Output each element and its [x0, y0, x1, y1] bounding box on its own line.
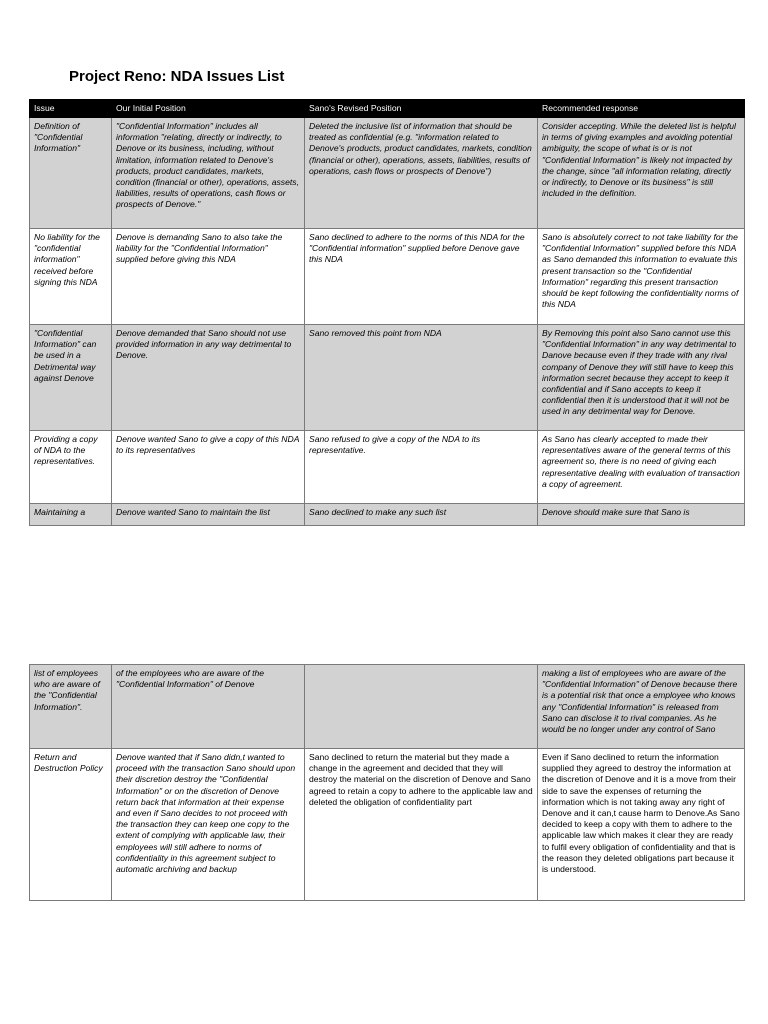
- header-revised-position: Sano's Revised Position: [305, 100, 538, 118]
- response-cell: making a list of employees who are aware of the "Confidential Information" of Denove because there is a potential risk that once a employee who knows any "Confidential Information" is released from Sano can disclose it to rival companies. As he would be no longer under any control of Sano: [538, 665, 745, 749]
- table-row: [30, 229, 745, 325]
- revised-position-cell: Sano refused to give a copy of the NDA to its representative.: [305, 431, 538, 504]
- issue-cell: No liability for the "confidential information" received before signing this NDA: [30, 229, 112, 325]
- nda-issues-table-continued: [29, 664, 745, 901]
- issue-cell: Return and Destruction Policy: [30, 749, 112, 901]
- initial-position-cell: Denove demanded that Sano should not use provided information in any way detrimental to Denove.: [112, 325, 305, 431]
- initial-position-cell: Denove wanted that if Sano didn,t wanted to proceed with the transaction Sano should upon their discretion destroy the "Confidential Information" or on the discretion of Denove return back that information at their expense and even if Sano decides to not proceed with the transaction they can keep one copy to the extent of complying with applicable law, their employees will still adhere to norms of confidentiality in this agreement subject to automatic archiving and backup: [112, 749, 305, 901]
- response-cell: Even if Sano declined to return the information supplied they agreed to destroy the information at the discretion of Denove and it is a move from their side to save the expenses of returning the information which is not taking away any right of Denove and it can,t cause harm to Denove.As Sano decided to keep a copy with them to adhere to the applicable law which makes it clear they are ready to fulfil every obligation of confidentiality and that is the reason they deleted obligations part because it is understood.: [538, 749, 745, 901]
- response-cell: As Sano has clearly accepted to made their representatives aware of the general terms of this agreement so, there is no need of giving each representative dealing with evaluation of transaction a copy of agreement.: [538, 431, 745, 504]
- response-cell: By Removing this point also Sano cannot use this "Confidential Information" in any way detrimental to Danove because even if they trade with any rival company of Denove they will still have to keep this information secret because they accept to keep it confidential and if Sano accepts to keep it confidential then it is understood that it will not be used in any detrimental way for Denove.: [538, 325, 745, 431]
- nda-issues-table: [29, 99, 745, 526]
- header-issue: Issue: [30, 100, 112, 118]
- response-cell: Consider accepting. While the deleted list is helpful in terms of giving examples and avoiding potential ambiguity, the scope of what is or is not "Confidential Information" is likely not impacted by the change, since "all information relating, directly or indirectly, to Denove or its business" is still included in the definition.: [538, 118, 745, 229]
- table-row: [30, 325, 745, 431]
- response-cell: Sano is absolutely correct to not take liability for the "Confidential Information" supplied before this NDA as Sano demanded this information to evaluate this present transaction so the "Confidential Information" regarding this present transaction should be kept following the confidentiality norms of this NDA: [538, 229, 745, 325]
- table-row: [30, 504, 745, 526]
- issue-cell: list of employees who are aware of the "Confidential Information".: [30, 665, 112, 749]
- initial-position-cell: Denove is demanding Sano to also take the liability for the "Confidential Information" supplied before giving this NDA: [112, 229, 305, 325]
- issue-cell: "Confidential Information" can be used in a Detrimental way against Denove: [30, 325, 112, 431]
- page-title: Project Reno: NDA Issues List: [69, 68, 285, 85]
- revised-position-cell: Sano declined to make any such list: [305, 504, 538, 526]
- issue-cell: Maintaining a: [30, 504, 112, 526]
- table-row: [30, 665, 745, 749]
- revised-position-cell: Sano declined to adhere to the norms of this NDA for the "Confidential information" supplied before Denove gave this NDA: [305, 229, 538, 325]
- initial-position-cell: of the employees who are aware of the "Confidential Information" of Denove: [112, 665, 305, 749]
- table-row: [30, 749, 745, 901]
- header-recommended-response: Recommended response: [538, 100, 745, 118]
- issue-cell: Definition of "Confidential Information": [30, 118, 112, 229]
- initial-position-cell: Denove wanted Sano to give a copy of this NDA to its representatives: [112, 431, 305, 504]
- revised-position-cell: Sano removed this point from NDA: [305, 325, 538, 431]
- initial-position-cell: Denove wanted Sano to maintain the list: [112, 504, 305, 526]
- table-header-row: [30, 100, 745, 118]
- initial-position-cell: "Confidential Information" includes all information "relating, directly or indirectly, to Denove or its business, including, without limitation, information related to Denove's products, product candidates, markets, condition (financial or other), operations, assets, liabilities, results of operations, cash flows or prospects of Denove.": [112, 118, 305, 229]
- header-initial-position: Our Initial Position: [112, 100, 305, 118]
- revised-position-cell: [305, 665, 538, 749]
- revised-position-cell: Deleted the inclusive list of information that should be treated as confidential (e.g. "information related to Denove's products, product candidates, markets, condition (financial or other), operations, assets, liabilities, results of operations, cash flows or prospects of Denove"): [305, 118, 538, 229]
- revised-position-cell: Sano declined to return the material but they made a change in the agreement and decided that they will destroy the material on the discretion of Denove and Sano agreed to retain a copy to adhere to the applicable law and deleted the obligation of confidentiality part: [305, 749, 538, 901]
- response-cell: Denove should make sure that Sano is: [538, 504, 745, 526]
- issue-cell: Providing a copy of NDA to the representatives.: [30, 431, 112, 504]
- table-row: [30, 431, 745, 504]
- table-row: [30, 118, 745, 229]
